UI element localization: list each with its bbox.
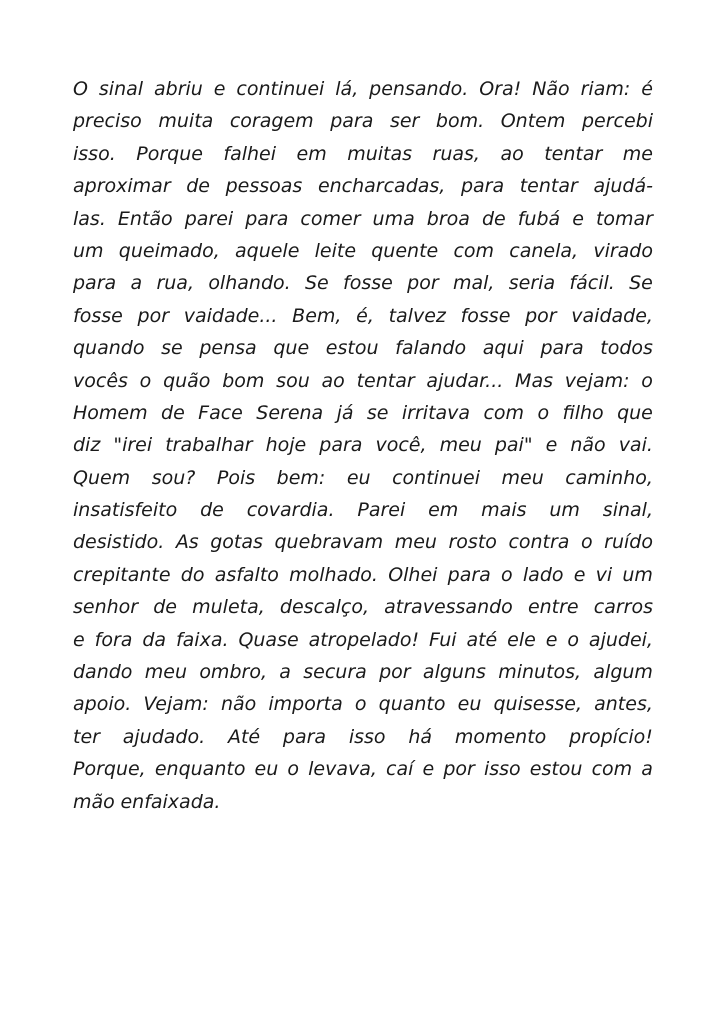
word: isso — [348, 725, 386, 748]
word: preciso — [73, 110, 142, 133]
word: quisesse, — [493, 693, 582, 716]
word: muita — [158, 110, 214, 133]
word: em — [296, 142, 327, 165]
word: senhor — [73, 596, 139, 619]
word: estou — [325, 337, 379, 360]
text-line — [73, 203, 653, 235]
word: abriu — [154, 78, 203, 100]
word: e — [422, 758, 435, 781]
word: Vejam: — [143, 693, 209, 716]
text-line — [73, 688, 653, 720]
word: com — [453, 239, 495, 262]
word: ao — [321, 369, 345, 392]
text-line — [73, 624, 653, 656]
word: vocês — [73, 369, 128, 392]
word: meu — [439, 434, 482, 457]
word: do — [180, 563, 205, 586]
word: continuei — [236, 78, 325, 100]
word: propício! — [569, 725, 653, 748]
word: enfaixada. — [120, 790, 221, 813]
word: e — [73, 628, 85, 651]
word: de — [481, 207, 506, 230]
word: lado — [522, 563, 564, 586]
word: enquanto — [154, 758, 246, 781]
word: ter — [73, 725, 100, 748]
word: virado — [593, 239, 653, 262]
word: minutos, — [498, 661, 582, 684]
word: alguns — [422, 661, 486, 684]
word: para — [460, 175, 505, 198]
word: até — [466, 628, 498, 651]
word: encharcadas, — [317, 175, 446, 198]
word: sinal — [98, 78, 144, 100]
word: ao — [500, 142, 524, 165]
word: meu — [394, 531, 437, 554]
word: talvez — [388, 304, 446, 327]
text-line — [73, 73, 653, 105]
word: rosto — [448, 531, 497, 554]
word: para — [540, 337, 584, 360]
word: o — [537, 401, 550, 424]
word: já — [336, 401, 354, 424]
word: o — [501, 563, 513, 586]
word: atropelado! — [308, 628, 420, 651]
word: bem: — [276, 466, 326, 489]
word: ruas, — [432, 142, 480, 165]
word: para — [319, 434, 363, 457]
word: queimado, — [118, 239, 220, 262]
word: ele — [507, 628, 536, 651]
word: Não — [532, 78, 570, 100]
word: leite — [314, 239, 357, 262]
word: rua, — [156, 272, 194, 295]
word: apoio. — [73, 693, 132, 716]
word: tomar — [595, 207, 653, 230]
word: o — [354, 693, 367, 716]
word: olhando. — [208, 272, 291, 295]
word: e — [545, 434, 558, 457]
word: vejam: — [564, 369, 630, 392]
word: fubá — [517, 207, 561, 230]
word: o — [581, 531, 593, 554]
word: pensa — [199, 337, 257, 360]
word: um — [73, 239, 104, 262]
text-line — [73, 526, 653, 558]
word: o — [139, 369, 152, 392]
word: isso. — [73, 142, 116, 165]
body-text — [73, 73, 653, 818]
word: Então — [117, 207, 173, 230]
word: Ora! — [479, 78, 522, 100]
word: algum — [593, 661, 653, 684]
word: e — [545, 628, 558, 651]
word: para — [282, 725, 327, 748]
word: ruído — [604, 531, 653, 554]
word: há — [408, 725, 433, 748]
word: faixa. — [175, 628, 229, 651]
word: isso — [483, 758, 521, 781]
word: Mas — [515, 369, 553, 392]
word: levava, — [308, 758, 377, 781]
word: não — [220, 693, 257, 716]
text-line — [73, 462, 653, 494]
word: um — [622, 563, 653, 586]
word: bom — [222, 369, 265, 392]
word: se — [161, 337, 183, 360]
text-line — [73, 591, 653, 623]
text-line — [73, 753, 653, 785]
word: de — [186, 175, 210, 198]
word: vi — [595, 563, 613, 586]
word: quente — [371, 239, 439, 262]
word: Face — [198, 401, 243, 424]
word: coragem — [229, 110, 314, 133]
word: pensando. — [369, 78, 469, 100]
word: atravessando — [384, 596, 513, 619]
word: falando — [395, 337, 467, 360]
word: não — [570, 434, 606, 457]
word: momento — [454, 725, 547, 748]
text-line — [73, 300, 653, 332]
word: se — [366, 401, 389, 424]
word: falhei — [223, 142, 277, 165]
word: por — [137, 304, 170, 327]
word: Porque, — [73, 758, 146, 781]
word: sinal, — [602, 499, 653, 522]
word: eu — [457, 693, 482, 716]
text-line — [73, 397, 653, 429]
word: a — [279, 661, 291, 684]
word: aquele — [234, 239, 300, 262]
word: entre — [527, 596, 579, 619]
word: por — [525, 304, 557, 327]
text-line — [73, 721, 653, 753]
word: Olhei — [388, 563, 438, 586]
text-line — [73, 786, 653, 818]
word: asfalto — [214, 563, 279, 586]
word: que — [617, 401, 653, 424]
word: "irei — [113, 434, 153, 457]
word: ajudado. — [122, 725, 206, 748]
word: Ontem — [500, 110, 566, 133]
word: e — [573, 563, 586, 586]
word: me — [622, 142, 653, 165]
word: vai. — [618, 434, 653, 457]
word: para — [245, 207, 289, 230]
word: com — [591, 758, 633, 781]
word: fora — [94, 628, 133, 651]
text-line — [73, 494, 653, 526]
word: ajudar... — [426, 369, 504, 392]
word: comer — [300, 207, 361, 230]
word: eu — [254, 758, 279, 781]
word: e — [572, 207, 584, 230]
text-line — [73, 332, 653, 364]
word: tentar — [519, 175, 578, 198]
word: estou — [529, 758, 583, 781]
text-line — [73, 656, 653, 688]
word: mão — [73, 790, 115, 813]
word: carros — [593, 596, 653, 619]
word: continuei — [392, 466, 481, 489]
word: vaidade... — [183, 304, 278, 327]
word: caí — [386, 758, 414, 781]
text-line — [73, 559, 653, 591]
word: por — [407, 272, 439, 295]
word: las. — [73, 207, 106, 230]
word: eu — [346, 466, 371, 489]
word: gotas — [210, 531, 263, 554]
word: para — [73, 272, 117, 295]
word: dando — [73, 661, 133, 684]
word: trabalhar — [165, 434, 253, 457]
word: Serena — [256, 401, 324, 424]
word: canela, — [509, 239, 579, 262]
word: caminho, — [565, 466, 653, 489]
word: para — [447, 563, 491, 586]
word: crepitante — [73, 563, 171, 586]
word: para — [330, 110, 374, 133]
word: a — [641, 758, 653, 781]
word: por — [379, 661, 411, 684]
word: mal, — [452, 272, 495, 295]
word: mais — [481, 499, 527, 522]
word: Quase — [238, 628, 299, 651]
word: ajudá- — [593, 175, 653, 198]
word: tentar — [544, 142, 603, 165]
word: sou — [276, 369, 310, 392]
word: Bem, — [292, 304, 342, 327]
word: descalço, — [279, 596, 370, 619]
word: em — [428, 499, 459, 522]
word: por — [443, 758, 475, 781]
word: bom. — [435, 110, 485, 133]
word: é, — [356, 304, 374, 327]
word: percebi — [581, 110, 653, 133]
word: ser — [389, 110, 420, 133]
word: desistido. — [73, 531, 165, 554]
word: Se — [629, 272, 653, 295]
word: seria — [508, 272, 556, 295]
word: um — [549, 499, 580, 522]
word: o — [567, 628, 579, 651]
word: de — [161, 401, 185, 424]
word: fosse — [460, 304, 511, 327]
word: parei — [184, 207, 234, 230]
text-line — [73, 138, 653, 170]
word: muleta, — [192, 596, 265, 619]
text-line — [73, 429, 653, 461]
text-line — [73, 105, 653, 137]
word: Porque — [136, 142, 203, 165]
word: vaidade, — [571, 304, 653, 327]
word: molhado. — [289, 563, 378, 586]
word: filho — [562, 401, 604, 424]
word: ombro, — [199, 661, 267, 684]
text-line — [73, 170, 653, 202]
word: da — [142, 628, 167, 651]
word: de — [153, 596, 177, 619]
word: fácil. — [569, 272, 615, 295]
word: muitas — [347, 142, 413, 165]
text-line — [73, 235, 653, 267]
word: o — [641, 369, 653, 392]
word: pai" — [494, 434, 533, 457]
word: irritava — [401, 401, 471, 424]
word: covardia. — [246, 499, 335, 522]
word: tentar — [356, 369, 415, 392]
word: aproximar — [73, 175, 171, 198]
word: meu — [501, 466, 544, 489]
word: secura — [303, 661, 367, 684]
word: antes, — [594, 693, 653, 716]
word: Se — [304, 272, 329, 295]
word: quando — [73, 337, 145, 360]
word: Fui — [429, 628, 457, 651]
word: quanto — [378, 693, 446, 716]
word: riam: — [580, 78, 631, 100]
word: quão — [163, 369, 211, 392]
word: é — [641, 78, 653, 100]
word: As — [175, 531, 199, 554]
word: Até — [227, 725, 261, 748]
word: todos — [600, 337, 653, 360]
text-line — [73, 365, 653, 397]
word: Parei — [357, 499, 406, 522]
word: importa — [268, 693, 343, 716]
word: uma — [372, 207, 415, 230]
word: diz — [73, 434, 101, 457]
word: meu — [144, 661, 187, 684]
word: O — [73, 78, 88, 100]
word: e — [213, 78, 226, 100]
word: pessoas — [225, 175, 303, 198]
text-line — [73, 267, 653, 299]
word: Quem — [73, 466, 131, 489]
word: sou? — [151, 466, 196, 489]
word: com — [483, 401, 525, 424]
word: ajudei, — [588, 628, 653, 651]
word: você, — [375, 434, 427, 457]
word: Homem — [73, 401, 148, 424]
word: insatisfeito — [73, 499, 178, 522]
word: o — [287, 758, 300, 781]
word: Pois — [216, 466, 256, 489]
word: contra — [508, 531, 570, 554]
word: fosse — [343, 272, 393, 295]
word: broa — [426, 207, 470, 230]
word: lá, — [335, 78, 359, 100]
word: quebravam — [274, 531, 384, 554]
word: fosse — [73, 304, 123, 327]
word: aqui — [482, 337, 524, 360]
word: que — [273, 337, 310, 360]
word: hoje — [265, 434, 307, 457]
word: de — [200, 499, 224, 522]
word: a — [130, 272, 143, 295]
